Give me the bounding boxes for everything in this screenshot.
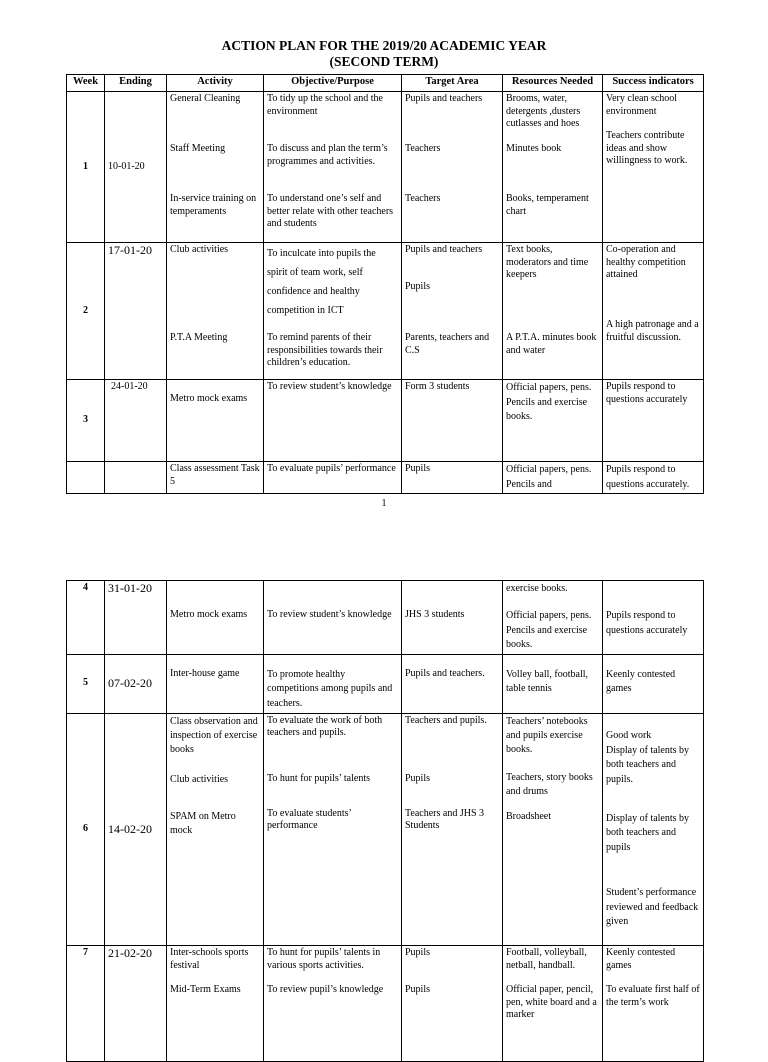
- target-area-cell: [402, 946, 503, 1062]
- activity-cell: [167, 713, 264, 946]
- success-indicator: To evaluate first half of the term’s work: [606, 984, 700, 1008]
- week-ending-empty: [105, 462, 167, 494]
- success-indicator: Teachers contribute ideas and show willingness to work.: [606, 130, 688, 166]
- objective: To evaluate the work of both teachers and pupils.: [267, 714, 383, 738]
- target-area: JHS 3 students: [405, 609, 465, 620]
- table-header-row: [67, 75, 704, 92]
- table-row: [67, 462, 704, 494]
- resources: Official paper, pencil, pen, white board and a marker: [506, 984, 597, 1020]
- week-ending: 14-02-20: [105, 713, 167, 946]
- week-ending: 24-01-20: [105, 380, 167, 462]
- success-cell: [603, 654, 704, 713]
- table-row: [67, 380, 704, 462]
- target-area: Pupils: [405, 281, 431, 292]
- objective: To evaluate students’ performance: [267, 807, 352, 831]
- page-number: 1: [381, 498, 387, 509]
- document-subtitle: (SECOND TERM): [329, 54, 439, 69]
- resources-cell: [503, 92, 603, 243]
- objective-cell: [264, 243, 402, 380]
- activity-cell: Class assessment Task 5: [167, 462, 264, 494]
- resources: Official papers, pens. Pencils and exercise books.: [506, 610, 592, 650]
- table-row: [67, 946, 704, 1062]
- table-row: [67, 92, 704, 243]
- success-cell: [603, 581, 704, 655]
- target-area-cell: Pupils: [402, 462, 503, 494]
- week-ending: 21-02-20: [105, 946, 167, 1062]
- activity: Metro mock exams: [170, 609, 248, 620]
- activity: P.T.A Meeting: [170, 332, 228, 343]
- activity: General Cleaning: [170, 93, 241, 104]
- week-ending: 17-01-20: [105, 243, 167, 380]
- objective: To promote healthy competitions among pupils and teachers.: [267, 668, 393, 709]
- success-cell: [603, 243, 704, 380]
- header-objective: Objective/Purpose: [264, 75, 402, 92]
- activity: Class observation and inspection of exercise books: [170, 715, 258, 755]
- activity: Inter-house game: [170, 667, 240, 679]
- resources: Football, volleyball, netball, handball.: [506, 947, 587, 971]
- target-area: Pupils: [405, 772, 431, 784]
- success-indicator: Pupils respond to questions accurately: [606, 610, 688, 636]
- objective-cell: [264, 946, 402, 1062]
- week-ending: 07-02-20: [105, 654, 167, 713]
- activity: SPAM on Metro mock: [170, 810, 236, 836]
- success-indicator: Student’s performance reviewed and feedback given: [606, 887, 699, 927]
- target-area: Teachers and JHS 3 Students: [405, 807, 484, 831]
- activity: Club activities: [170, 773, 229, 785]
- resources-cell: [503, 243, 603, 380]
- objective-cell: [264, 713, 402, 946]
- success-indicator: Keenly contested games: [606, 668, 676, 694]
- success-indicator: Very clean school environment: [606, 93, 678, 117]
- activity-cell: [167, 243, 264, 380]
- target-area: Parents, teachers and C.S: [405, 332, 490, 356]
- week-number: 5: [67, 654, 105, 713]
- success-cell: Pupils respond to questions accurately: [603, 380, 704, 462]
- resources: Text books, moderators and time keepers: [506, 244, 589, 280]
- objective: To review pupil’s knowledge: [267, 984, 384, 995]
- resources: A P.T.A. minutes book and water: [506, 332, 597, 356]
- activity-cell: [167, 654, 264, 713]
- success-cell: [603, 713, 704, 946]
- resources-cell: [503, 654, 603, 713]
- objective-cell: [264, 654, 402, 713]
- activity-cell: [167, 92, 264, 243]
- resources-cell: Official papers, pens. Pencils and: [503, 462, 603, 494]
- objective-cell: To review student’s knowledge: [264, 380, 402, 462]
- objective: To tidy up the school and the environment: [267, 93, 383, 117]
- action-plan-table-page-2: [66, 580, 704, 1062]
- week-number: 4: [67, 581, 105, 655]
- resources: Broadsheet: [506, 810, 551, 822]
- week-number: 7: [67, 946, 105, 1062]
- table-row: [67, 243, 704, 380]
- header-success-indicators: Success indicators: [603, 75, 704, 92]
- resources: Books, temperament chart: [506, 193, 589, 217]
- success-indicator: Good work Display of talents by both teachers and pupils.: [606, 730, 690, 785]
- success-cell: [603, 92, 704, 243]
- activity: Inter-schools sports festival: [170, 947, 249, 971]
- objective-cell: [264, 581, 402, 655]
- resources-cell: [503, 581, 603, 655]
- week-number: 2: [67, 243, 105, 380]
- table-row: [67, 713, 704, 946]
- target-area: Pupils: [405, 947, 431, 958]
- target-area-cell: [402, 243, 503, 380]
- activity-cell: [167, 946, 264, 1062]
- target-area-cell: [402, 654, 503, 713]
- target-area: Teachers and pupils.: [405, 714, 487, 726]
- week-number-empty: [67, 462, 105, 494]
- resources: Brooms, water, detergents ,dusters cutlasses and hoes: [506, 93, 581, 129]
- resources-cell: Official papers, pens. Pencils and exercise books.: [503, 380, 603, 462]
- header-target-area: Target Area: [402, 75, 503, 92]
- success-cell: [603, 946, 704, 1062]
- header-week: Week: [67, 75, 105, 92]
- resources: Volley ball, football, table tennis: [506, 668, 589, 694]
- document-title: ACTION PLAN FOR THE 2019/20 ACADEMIC YEAR: [221, 38, 547, 53]
- objective: To remind parents of their responsibilities towards their children’s education.: [267, 332, 383, 368]
- target-area: Pupils: [405, 984, 431, 995]
- resources: Minutes book: [506, 143, 562, 154]
- objective-cell: To evaluate pupils’ performance: [264, 462, 402, 494]
- resources: Teachers’ notebooks and pupils exercise books.: [506, 715, 588, 755]
- target-area: Pupils and teachers: [405, 93, 483, 104]
- header-activity: Activity: [167, 75, 264, 92]
- target-area: Pupils and teachers.: [405, 667, 485, 679]
- activity: Staff Meeting: [170, 143, 226, 154]
- objective: To understand one’s self and better relate with other teachers and students: [267, 193, 394, 229]
- activity-cell: [167, 581, 264, 655]
- table-row: [67, 654, 704, 713]
- objective: To inculcate into pupils the spirit of team work, self confidence and healthy competition in ICT: [267, 248, 376, 316]
- target-area: Pupils and teachers: [405, 244, 483, 255]
- resources-cell: [503, 946, 603, 1062]
- target-area-cell: [402, 581, 503, 655]
- success-indicator: Co-operation and healthy competition attained: [606, 244, 686, 280]
- header-ending: Ending: [105, 75, 167, 92]
- week-number: 6: [67, 713, 105, 946]
- success-indicator: Keenly contested games: [606, 947, 676, 971]
- week-number: 3: [67, 380, 105, 462]
- header-resources: Resources Needed: [503, 75, 603, 92]
- week-ending: 31-01-20: [105, 581, 167, 655]
- objective-cell: [264, 92, 402, 243]
- activity: Metro mock exams: [170, 393, 248, 404]
- target-area-cell: Form 3 students: [402, 380, 503, 462]
- activity: Mid-Term Exams: [170, 984, 241, 995]
- target-area-cell: [402, 92, 503, 243]
- activity-cell: [167, 380, 264, 462]
- week-ending: 10-01-20: [105, 92, 167, 243]
- objective: To review student’s knowledge: [267, 609, 392, 620]
- action-plan-table-page-1: [66, 74, 704, 494]
- target-area: Teachers: [405, 143, 441, 154]
- objective: To discuss and plan the term’s programmes and activities.: [267, 143, 388, 167]
- success-indicator: Display of talents by both teachers and pupils: [606, 812, 690, 853]
- table-row: [67, 581, 704, 655]
- objective: To hunt for pupils’ talents: [267, 772, 370, 784]
- target-area-cell: [402, 713, 503, 946]
- target-area: Teachers: [405, 193, 441, 204]
- resources: Teachers, story books and drums: [506, 771, 593, 797]
- success-indicator: A high patronage and a fruitful discussion.: [606, 319, 699, 343]
- activity: In-service training on temperaments: [170, 193, 257, 217]
- resources-cell: [503, 713, 603, 946]
- success-cell: Pupils respond to questions accurately.: [603, 462, 704, 494]
- objective: To hunt for pupils’ talents in various sports activities.: [267, 947, 381, 971]
- week-number: 1: [67, 92, 105, 243]
- resources: exercise books.: [506, 583, 568, 594]
- activity: Club activities: [170, 244, 229, 255]
